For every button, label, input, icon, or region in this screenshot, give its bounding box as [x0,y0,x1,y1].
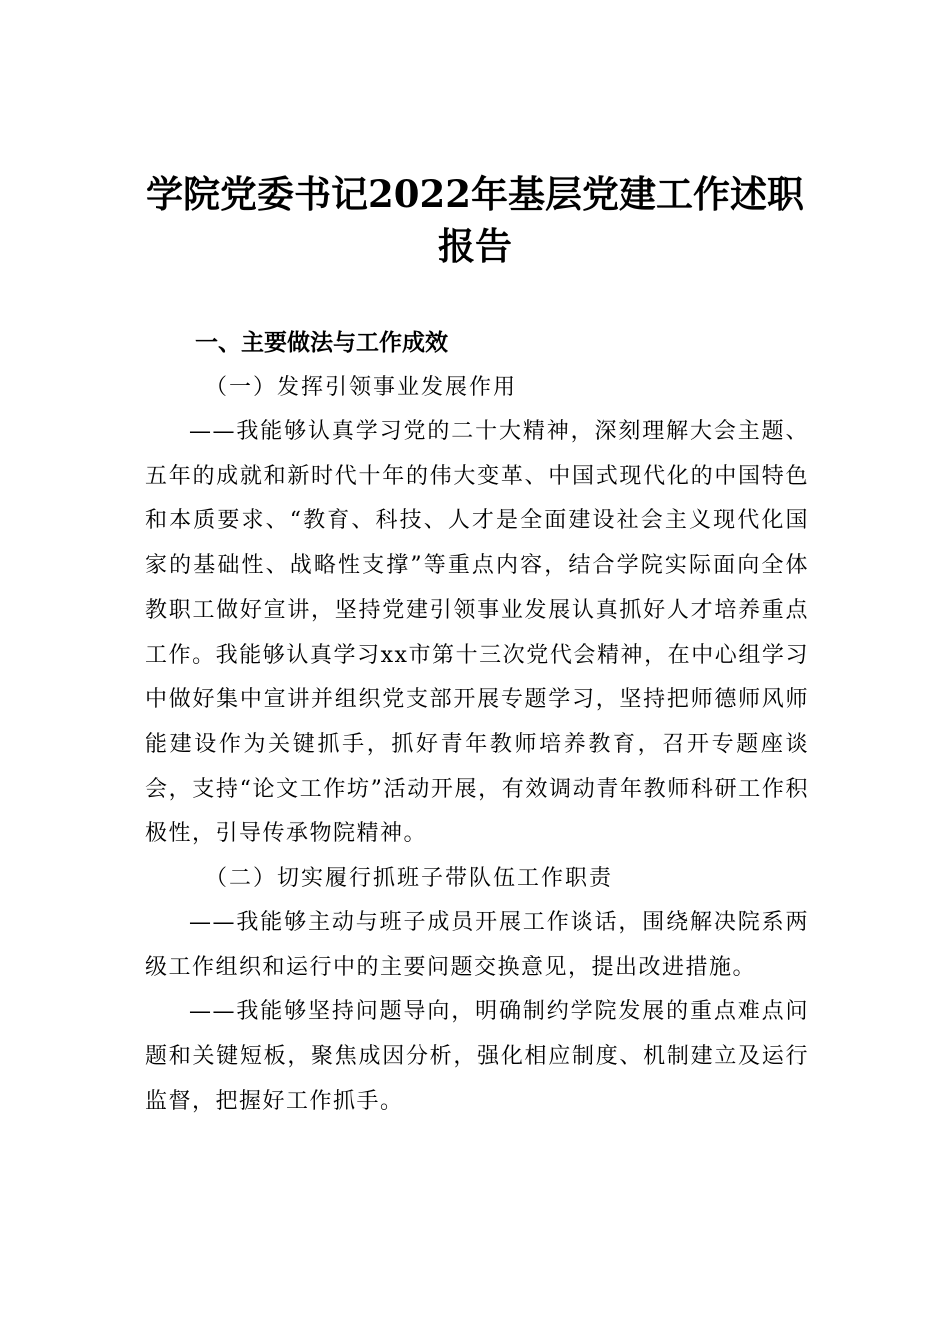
paragraph-2: ——我能够主动与班子成员开展工作谈话，围绕解决院系两级工作组织和运行中的主要问题交换意见，提出改进措施。 [145,910,809,980]
subsection-heading-1: （一）发挥引领事业发展作用 [205,375,518,400]
section-heading-1: 一、主要做法与工作成效 [195,330,448,356]
paragraph-1: ——我能够认真学习党的二十大精神，深刻理解大会主题、五年的成就和新时代十年的伟大变革、中国式现代化的中国特色和本质要求、“教育、科技、人才是全面建设社会主义现代化国家的基础性、战略性支撑”等重点内容，结合学院实际面向全体教职工做好宣讲，坚持党建引领事业发展认真抓好人才培养重点工作。我能够认真学习xx市第十三次党代会精神，在中心组学习中做好集中宣讲并组织党支部开展专题学习，坚持把师德师风师能建设作为关键抓手，抓好青年教师培养教育，召开专题座谈会，支持“论文工作坊”活动开展，有效调动青年教师科研工作积极性，引导传承物院精神。 [145,419,809,847]
subsection-heading-2: （二）切实履行抓班子带队伍工作职责 [205,866,614,892]
document-body [145,320,809,1125]
document-title: 学院党委书记2022年基层党建工作述职报告 [146,172,804,268]
paragraph-3: ——我能够坚持问题导向，明确制约学院发展的重点难点问题和关键短板，聚焦成因分析，强化相应制度、机制建立及运行监督，把握好工作抓手。 [145,999,809,1114]
